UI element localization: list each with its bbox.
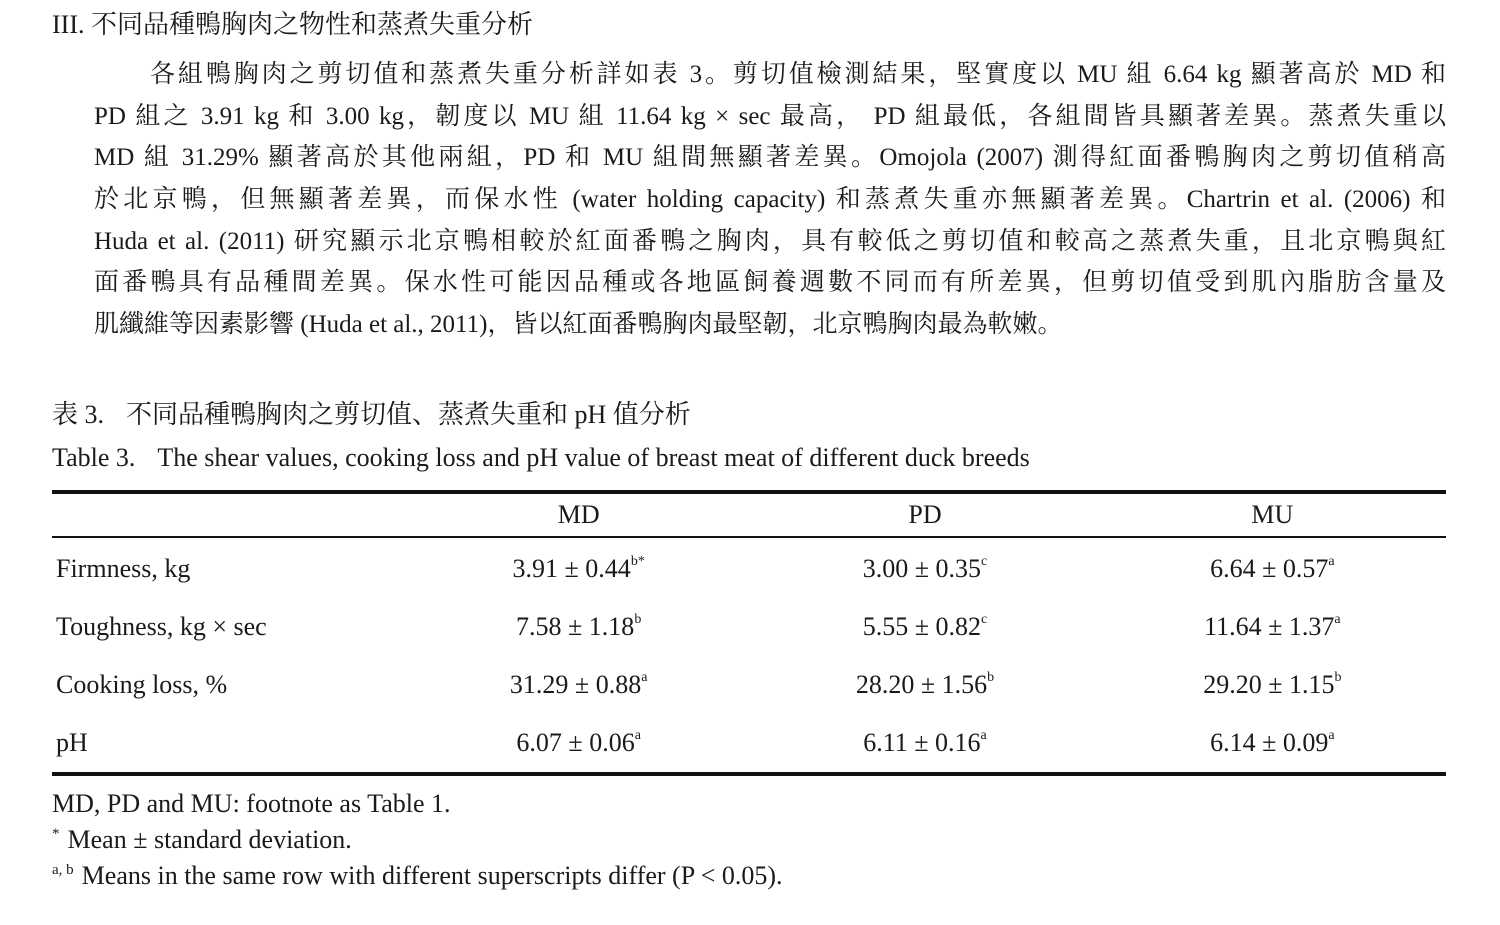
cell-value: 6.11 ± 0.16 [863, 728, 981, 757]
cell-value: 28.20 ± 1.56 [855, 670, 988, 699]
data-cell [1099, 714, 1446, 774]
cell-superscript: a [1328, 554, 1335, 569]
footnote-text: MD, PD and MU: footnote as Table 1. [52, 789, 451, 818]
table-row [52, 714, 1446, 774]
table-title-en: The shear values, cooking loss and pH value of breast meat of different duck breeds [157, 443, 1030, 472]
data-cell [751, 656, 1098, 714]
paragraph-line: 面番鴨具有品種間差異。保水性可能因品種或各地區飼養週數不同而有所差異，但剪切值受到肌內脂肪含量及 [94, 269, 1446, 297]
header-cell-empty [52, 492, 406, 537]
row-label: Firmness, kg [56, 554, 191, 583]
paragraph-line: PD 組之 3.91 kg 和 3.00 kg，韌度以 MU 組 11.64 kg × sec 最高， PD 組最低，各組間皆具顯著差異。蒸煮失重以 [94, 102, 1446, 130]
section-heading: III. 不同品種鴨胸肉之物性和蒸煮失重分析 [52, 10, 533, 39]
data-cell [406, 714, 751, 774]
cell-value: 6.07 ± 0.06 [516, 728, 635, 757]
header-cell-md: MD [557, 500, 600, 529]
footnote-text: Means in the same row with different superscripts differ (P < 0.05). [81, 861, 783, 890]
row-label: pH [56, 728, 88, 757]
table-row [52, 598, 1446, 656]
cell-superscript: a [641, 670, 648, 685]
cell-superscript: a [1328, 728, 1335, 743]
cell-value: 3.00 ± 0.35 [862, 554, 982, 583]
table-footnotes [52, 786, 783, 894]
footnote-marker: a, b [52, 862, 74, 878]
data-cell [1099, 537, 1446, 598]
footnote [52, 822, 783, 858]
cell-superscript: a [1334, 612, 1341, 627]
cell-superscript: b [987, 670, 995, 685]
data-cell [751, 598, 1098, 656]
cell-superscript: a [980, 728, 987, 743]
paragraph-line: 肌纖維等因素影響 (Huda et al., 2011)，皆以紅面番鴨胸肉最堅韌，北京鴨胸肉最為軟嫩。 [94, 311, 1063, 339]
cell-superscript: b* [630, 554, 645, 569]
cell-value: 11.64 ± 1.37 [1204, 612, 1335, 641]
paragraph-line: MD 組 31.29% 顯著高於其他兩組，PD 和 MU 組間無顯著差異。Omojola (2007) 測得紅面番鴨胸肉之剪切值稍高 [94, 144, 1446, 172]
table-title-zh: 不同品種鴨胸肉之剪切值、蒸煮失重和 pH 值分析 [126, 400, 691, 429]
cell-superscript: a [634, 728, 641, 743]
cell-value: 5.55 ± 0.82 [862, 612, 982, 641]
paragraph-line: Huda et al. (2011) 研究顯示北京鴨相較於紅面番鴨之胸肉，具有較低之剪切值和較高之蒸煮失重，且北京鴨與紅 [94, 227, 1446, 255]
footnote-marker: * [52, 826, 60, 842]
footnote [52, 786, 783, 822]
table-caption-chinese [52, 398, 691, 432]
cell-superscript: b [1334, 670, 1342, 685]
data-cell [406, 537, 751, 598]
row-label: Cooking loss, % [56, 670, 228, 699]
data-cell [1099, 598, 1446, 656]
cell-superscript: b [634, 612, 642, 627]
table-row [52, 656, 1446, 714]
cell-value: 3.91 ± 0.44 [512, 554, 631, 583]
paragraph-line: 各組鴨胸肉之剪切值和蒸煮失重分析詳如表 3。剪切值檢測結果，堅實度以 MU 組 6.64 kg 顯著高於 MD 和 [150, 61, 1446, 88]
data-cell [406, 656, 751, 714]
results-table [52, 490, 1446, 776]
header-cell-mu: MU [1251, 500, 1294, 529]
footnote [52, 858, 783, 894]
cell-value: 6.64 ± 0.57 [1210, 554, 1329, 583]
row-label: Toughness, kg × sec [56, 612, 267, 641]
cell-value: 7.58 ± 1.18 [516, 612, 635, 641]
data-cell [1099, 656, 1446, 714]
cell-value: 6.14 ± 0.09 [1210, 728, 1329, 757]
data-cell [751, 537, 1098, 598]
body-paragraph [94, 54, 1446, 346]
paragraph-line: 於北京鴨，但無顯著差異，而保水性 (water holding capacity) 和蒸煮失重亦無顯著差異。Chartrin et al. (2006) 和 [94, 186, 1446, 214]
table-caption-english [52, 441, 1030, 475]
table-row [52, 537, 1446, 598]
table-header-row [52, 492, 1446, 537]
footnote-text: Mean ± standard deviation. [67, 825, 352, 854]
data-cell [751, 714, 1098, 774]
data-cell [406, 598, 751, 656]
table-number-en: Table 3. [52, 443, 136, 472]
cell-value: 31.29 ± 0.88 [509, 670, 642, 699]
cell-superscript: c [981, 612, 988, 627]
table-number-zh: 表 3. [52, 400, 105, 429]
cell-superscript: c [981, 554, 988, 569]
header-cell-pd: PD [908, 500, 942, 529]
cell-value: 29.20 ± 1.15 [1203, 670, 1335, 699]
